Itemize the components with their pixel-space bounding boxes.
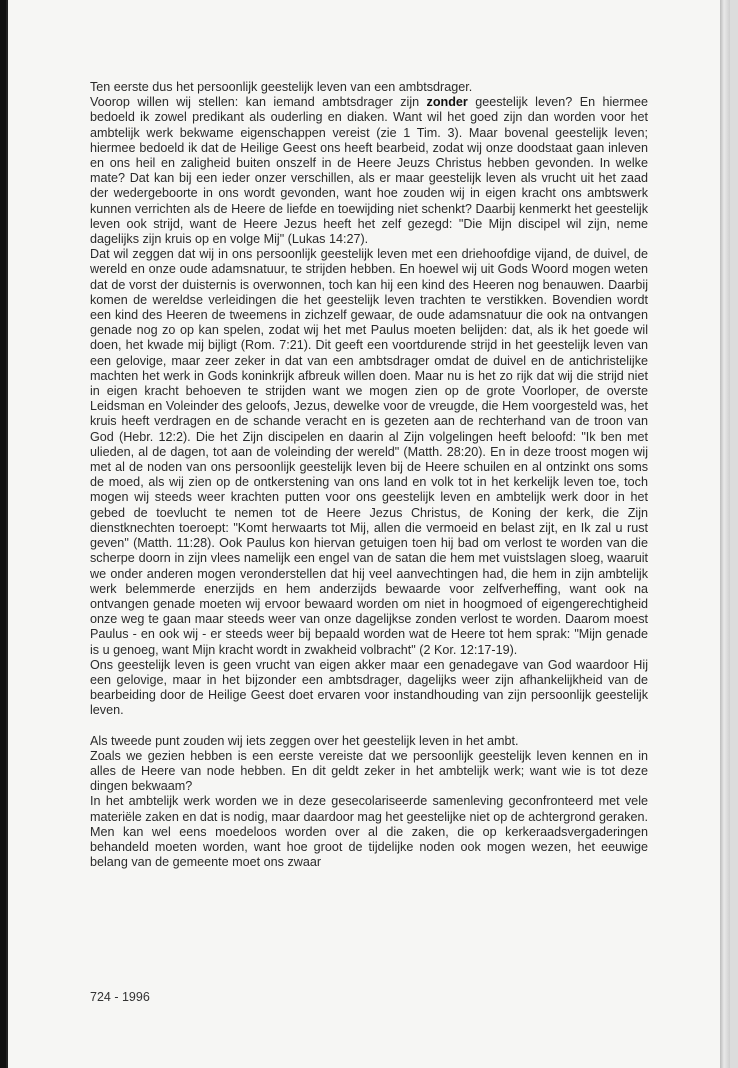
paragraph-ambtelijk-werk: In het ambtelijk werk worden we in deze gesecolariseerde samenleving geconfronteerd met vele materiële zaken en dat is nodig, maar daardoor mag het geestelijke niet op de achtergrond geraken. Men kan wel eens moedeloos worden over al die zaken, die op kerkeraadsvergaderingen behandeld moeten worden, want hoe groot de tijdelijke noden ook mogen wezen, het eeuwige belang van de gemeente moet ons zwaar [90,794,648,870]
paragraph-gap [90,719,648,734]
paragraph-genadegave: Ons geestelijk leven is geen vrucht van eigen akker maar een genadegave van God waardoor Hij een gelovige, maar in het bijzonder een ambtsdrager, dagelijks weer zijn afhankelijkheid van de bearbeiding door de Heilige Geest doet ervaren voor instandhouding van zijn persoonlijk geestelijk leven. [90,657,648,718]
emphasis-zonder: zonder [426,95,468,110]
paragraph-intro: Ten eerste dus het persoonlijk geestelijk leven van een ambtsdrager. [90,80,473,94]
article-body [90,80,648,870]
page-number: 724 - 1996 [90,990,150,1004]
page-right-edge [720,0,730,1068]
paragraph-tweede-punt: Als tweede punt zouden wij iets zeggen over het geestelijk leven in het ambt. [90,733,519,748]
text-span: Voorop willen wij stellen: kan iemand ambtsdrager zijn [90,95,427,110]
paragraph-voorop [90,95,648,247]
paragraph-vereiste: Zoals we gezien hebben is een eerste vereiste dat we persoonlijk geestelijk leven kennen en in alles de Heere van node hebben. En dit geldt zeker in het ambtelijk werk; want wie is tot deze dingen bekwaam? [90,748,648,794]
paragraph-strijd: Dat wil zeggen dat wij in ons persoonlijk geestelijk leven met een driehoofdige vijand, de duivel, de wereld en onze oude adamsnatuur, te strijden hebben. En hoewel wij uit Gods Woord mogen weten dat de vorst der duisternis is overwonnen, toch kan hij een kind des Heeren nog benauwen. Daarbij komen de wereldse verleidingen die het geestelijk leven trachten te verstikken. Bovendien wordt een kind des Heeren de tweemens in zichzelf gewaar, de oude adamsnatuur die ook na ontvangen genade nog zo op kan spelen, zodat wij het met Paulus moeten belijden: dat, als ik het goede wil doen, het kwade mij bijligt (Rom. 7:21). Dit geeft een voortdurende strijd in het geestelijk leven van een gelovige, maar zeer zeker in dat van een ambtsdrager omdat de duivel en de antichristelijke machten het werk in Gods koninkrijk afbreuk willen doen. Maar nu is het zo rijk dat wij die strijd niet in eigen kracht behoeven te strijden want we mogen zien op de grote Voorloper, de overste Leidsman en Voleinder des geloofs, Jezus, dewelke voor de vreugde, die Hem voorgesteld was, het kruis heeft verdragen en de schande veracht en is gezeten aan de rechterhand van de troon van God (Hebr. 12:2). Die het Zijn discipelen en daarin al Zijn volgelingen heeft beloofd: "Ik ben met ulieden, al de dagen, tot aan de voleinding der wereld" (Matth. 28:20). En in deze troost mogen wij met al de noden van ons persoonlijk geestelijk leven bij de Heere schuilen en al ontzinkt ons soms de moed, als wij zien op de ontkerstening van ons land en volk tot in het kerkelijk leven toe, toch mogen wij steeds weer krachten putten voor ons geestelijk leven en ambtelijk werk door in het gebed de toevlucht te nemen tot de Heere Jezus Christus, de Koning der kerk, die Zijn dienstknechten toeroept: "Komt herwaarts tot Mij, allen die vermoeid en belast zijt, en Ik zal u rust geven" (Matth. 11:28). Ook Paulus kon hiervan getuigen toen hij bad om verlost te worden van die scherpe doorn in zijn vlees namelijk een engel van de satan die hem met vuistslagen sloeg, waaruit we onder anderen mogen veronderstellen dat hij veel aanvechtingen had, die hem in zijn ambtelijk werk belemmerde enerzijds en hem anderzijds bewaarde voor zelfverheffing, want ook na ontvangen genade moeten wij ervoor bewaard worden om niet in hoogmoed of eigengerechtigheid onze weg te gaan maar steeds weer van onze dagelijkse zonden verlost te worden. Daarom moest Paulus - en ook wij - er steeds weer bij bepaald worden wat de Heere tot hem sprak: "Mijn genade is u genoeg, want Mijn kracht wordt in zwakheid volbracht" (2 Kor. 12:17-19). [90,247,648,657]
text-span: geestelijk leven? En hiermee bedoeld ik zowel predikant als ouderling en diaken. Want wil het goed zijn dan worden voor het ambtelijk werk bekwame eigenschappen vereist (zie 1 Tim. 3). Maar bovenal geestelijk leven; hiermee bedoeld ik dat de Heilige Geest ons heeft bearbeid, zodat wij onze doodstaat gaan inleven en ons heil en zaligheid buiten onszelf in de Heere Jeuzs Christus hebben gevonden. In welke mate? Dat kan bij een ieder onzer verschillen, als er maar geestelijk leven als vrucht uit het zaad der wedergeboorte in ons wordt gevonden, want hoe zouden wij in eigen kracht ons ambtswerk kunnen verrichten als de Heere de liefde en toewijding niet schenkt? Daarbij kenmerkt het geestelijk leven ook strijd, want de Heere Jezus heeft het zelf gezegd: "Die Mijn discipel wil zijn, neme dagelijks zijn kruis op en volge Mij" (Lukas 14:27). [90,95,649,247]
